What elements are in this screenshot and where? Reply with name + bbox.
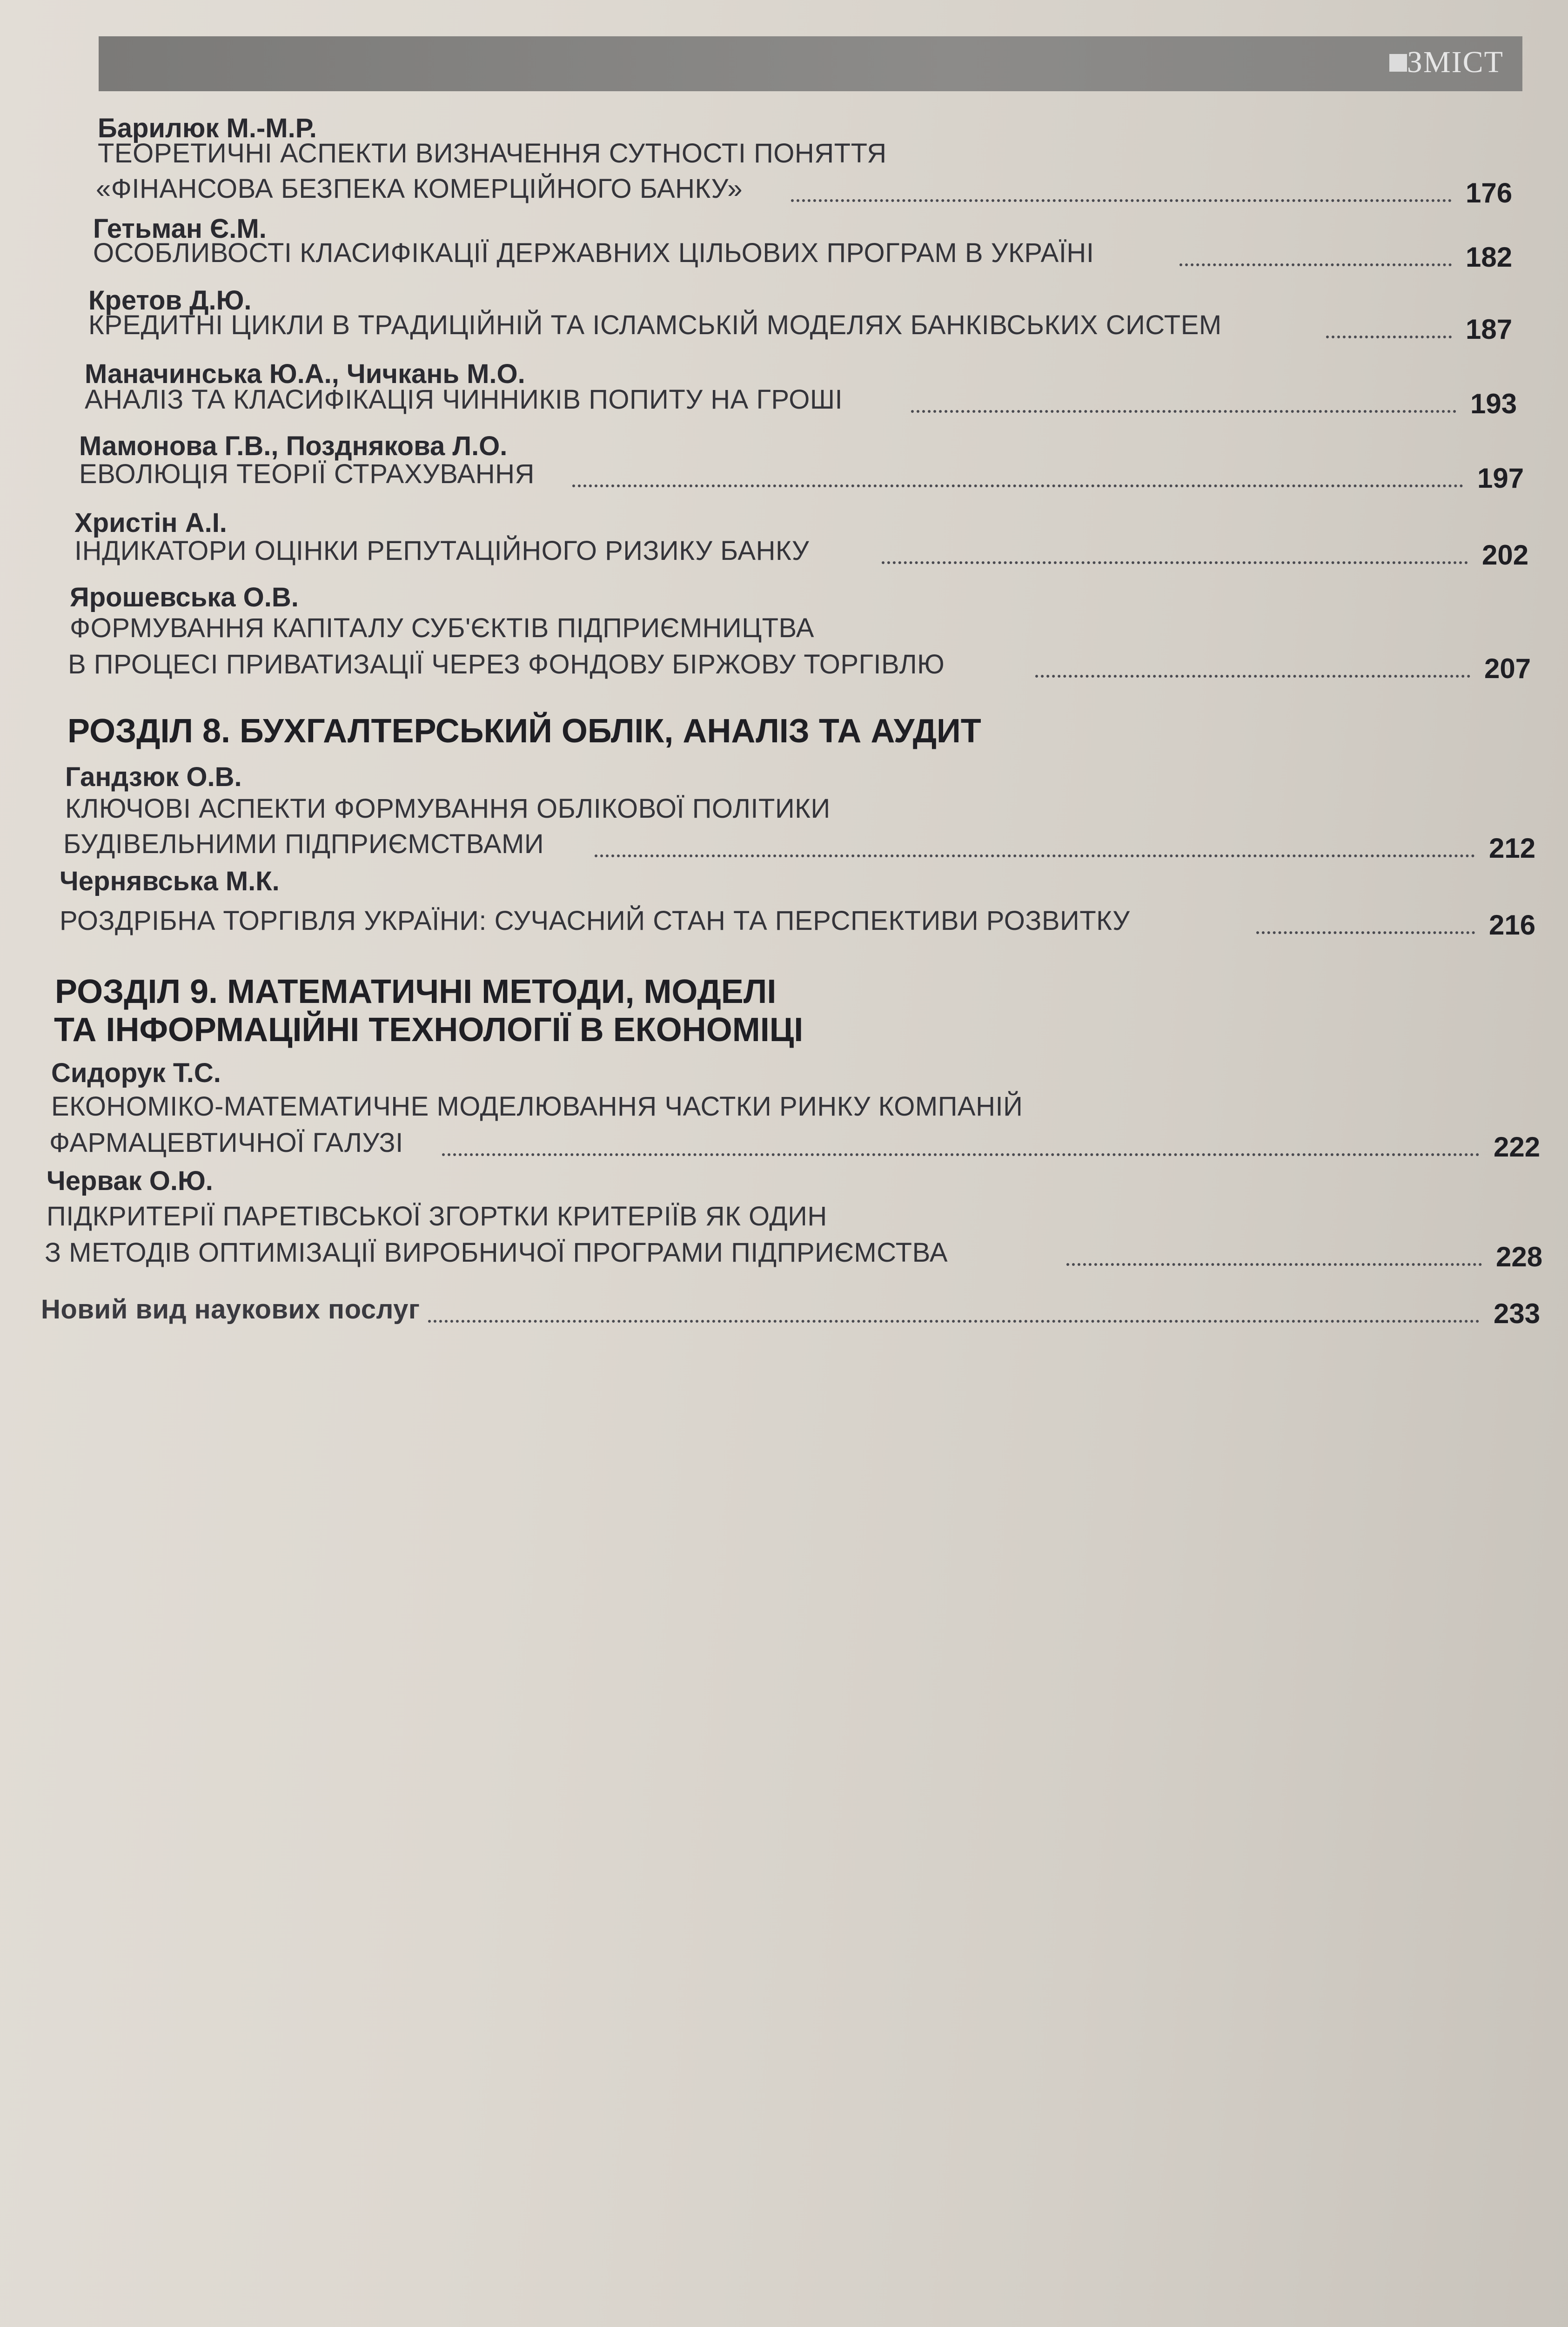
dotted-leader: [572, 484, 1463, 487]
entry-title-line: З МЕТОДІВ ОПТИМІЗАЦІЇ ВИРОБНИЧОЇ ПРОГРАМИ ПІДПРИЄМСТВА: [45, 1237, 948, 1268]
header-label: ЗМІСТ: [1407, 45, 1504, 79]
section-heading: РОЗДІЛ 8. БУХГАЛТЕРСЬКИЙ ОБЛІК, АНАЛІЗ ТА АУДИТ: [67, 713, 981, 750]
entry-page-number: 176: [1466, 177, 1513, 208]
entry-page-number: 197: [1477, 463, 1524, 494]
entry-title-line: РОЗДРІБНА ТОРГІВЛЯ УКРАЇНИ: СУЧАСНИЙ СТАН ТА ПЕРСПЕКТИВИ РОЗВИТКУ: [60, 906, 1130, 936]
header-bar: [99, 36, 1522, 91]
entry-author: Барилюк М.-М.Р.: [98, 113, 317, 143]
entry-title-line: ЕВОЛЮЦІЯ ТЕОРІЇ СТРАХУВАННЯ: [79, 459, 535, 489]
entry-title-line: Новий вид наукових послуг: [41, 1294, 420, 1325]
entry-author: Червак О.Ю.: [47, 1166, 213, 1196]
dotted-leader: [911, 410, 1456, 413]
entry-page-number: 202: [1482, 539, 1529, 571]
entry-author: Кретов Д.Ю.: [88, 285, 252, 316]
entry-page-number: 216: [1489, 909, 1536, 941]
entry-author: Христін А.І.: [74, 508, 227, 538]
entry-author: Ярошевська О.В.: [70, 582, 299, 612]
entry-title-line: ПІДКРИТЕРІЇ ПАРЕТІВСЬКОЇ ЗГОРТКИ КРИТЕРІЇВ ЯК ОДИН: [47, 1201, 827, 1231]
entry-author: Сидорук Т.С.: [51, 1058, 221, 1088]
section-heading: ТА ІНФОРМАЦІЙНІ ТЕХНОЛОГІЇ В ЕКОНОМІЦІ: [54, 1011, 804, 1049]
entry-page-number: 222: [1494, 1131, 1541, 1163]
entry-page-number: 182: [1466, 242, 1513, 273]
dotted-leader: [1326, 336, 1452, 338]
entry-title-line: ІНДИКАТОРИ ОЦІНКИ РЕПУТАЦІЙНОГО РИЗИКУ БАНКУ: [74, 536, 810, 566]
entry-author: Мамонова Г.В., Позднякова Л.О.: [79, 431, 508, 461]
entry-page-number: 212: [1489, 833, 1536, 864]
entry-author: Маначинська Ю.А., Чичкань М.О.: [85, 359, 525, 389]
entry-title-line: КРЕДИТНІ ЦИКЛИ В ТРАДИЦІЙНІЙ ТА ІСЛАМСЬКІЙ МОДЕЛЯХ БАНКІВСЬКИХ СИСТЕМ: [88, 310, 1222, 340]
dotted-leader: [1035, 675, 1470, 678]
entry-title-line: КЛЮЧОВІ АСПЕКТИ ФОРМУВАННЯ ОБЛІКОВОЇ ПОЛІТИКИ: [65, 794, 831, 824]
dotted-leader: [1256, 931, 1475, 934]
entry-title-line: ОСОБЛИВОСТІ КЛАСИФІКАЦІЇ ДЕРЖАВНИХ ЦІЛЬОВИХ ПРОГРАМ В УКРАЇНІ: [93, 238, 1094, 268]
entry-author: Гетьман Є.М.: [93, 214, 267, 244]
entry-title-line: ФАРМАЦЕВТИЧНОЇ ГАЛУЗІ: [49, 1128, 403, 1158]
entry-title-line: БУДІВЕЛЬНИМИ ПІДПРИЄМСТВАМИ: [63, 829, 544, 859]
entry-page-number: 228: [1496, 1241, 1543, 1272]
entry-author: Гандзюк О.В.: [65, 762, 242, 792]
dotted-leader: [428, 1320, 1480, 1323]
dotted-leader: [1179, 263, 1452, 266]
entry-page-number: 187: [1466, 314, 1513, 345]
entry-author: Чернявська М.К.: [60, 866, 280, 896]
entry-page-number: 193: [1470, 388, 1517, 419]
bullet-square-icon: [1389, 54, 1407, 72]
section-heading: РОЗДІЛ 9. МАТЕМАТИЧНІ МЕТОДИ, МОДЕЛІ: [55, 973, 777, 1010]
entry-page-number: 233: [1494, 1298, 1541, 1329]
dotted-leader: [791, 199, 1452, 202]
dotted-leader: [882, 561, 1468, 564]
dotted-leader: [442, 1153, 1480, 1156]
entry-title-line: В ПРОЦЕСІ ПРИВАТИЗАЦІЇ ЧЕРЕЗ ФОНДОВУ БІРЖОВУ ТОРГІВЛЮ: [68, 649, 945, 679]
dotted-leader: [595, 854, 1475, 857]
entry-title-line: ТЕОРЕТИЧНІ АСПЕКТИ ВИЗНАЧЕННЯ СУТНОСТІ ПОНЯТТЯ: [98, 138, 887, 168]
entry-title-line: ЕКОНОМІКО-МАТЕМАТИЧНЕ МОДЕЛЮВАННЯ ЧАСТКИ РИНКУ КОМПАНІЙ: [51, 1091, 1023, 1122]
entry-title-line: ФОРМУВАННЯ КАПІТАЛУ СУБ'ЄКТІВ ПІДПРИЄМНИЦТВА: [70, 613, 814, 643]
entry-title-line: АНАЛІЗ ТА КЛАСИФІКАЦІЯ ЧИННИКІВ ПОПИТУ НА ГРОШІ: [85, 384, 843, 415]
entry-title-line: «ФІНАНСОВА БЕЗПЕКА КОМЕРЦІЙНОГО БАНКУ»: [96, 174, 743, 204]
dotted-leader: [1066, 1263, 1482, 1266]
entry-page-number: 207: [1484, 653, 1531, 684]
